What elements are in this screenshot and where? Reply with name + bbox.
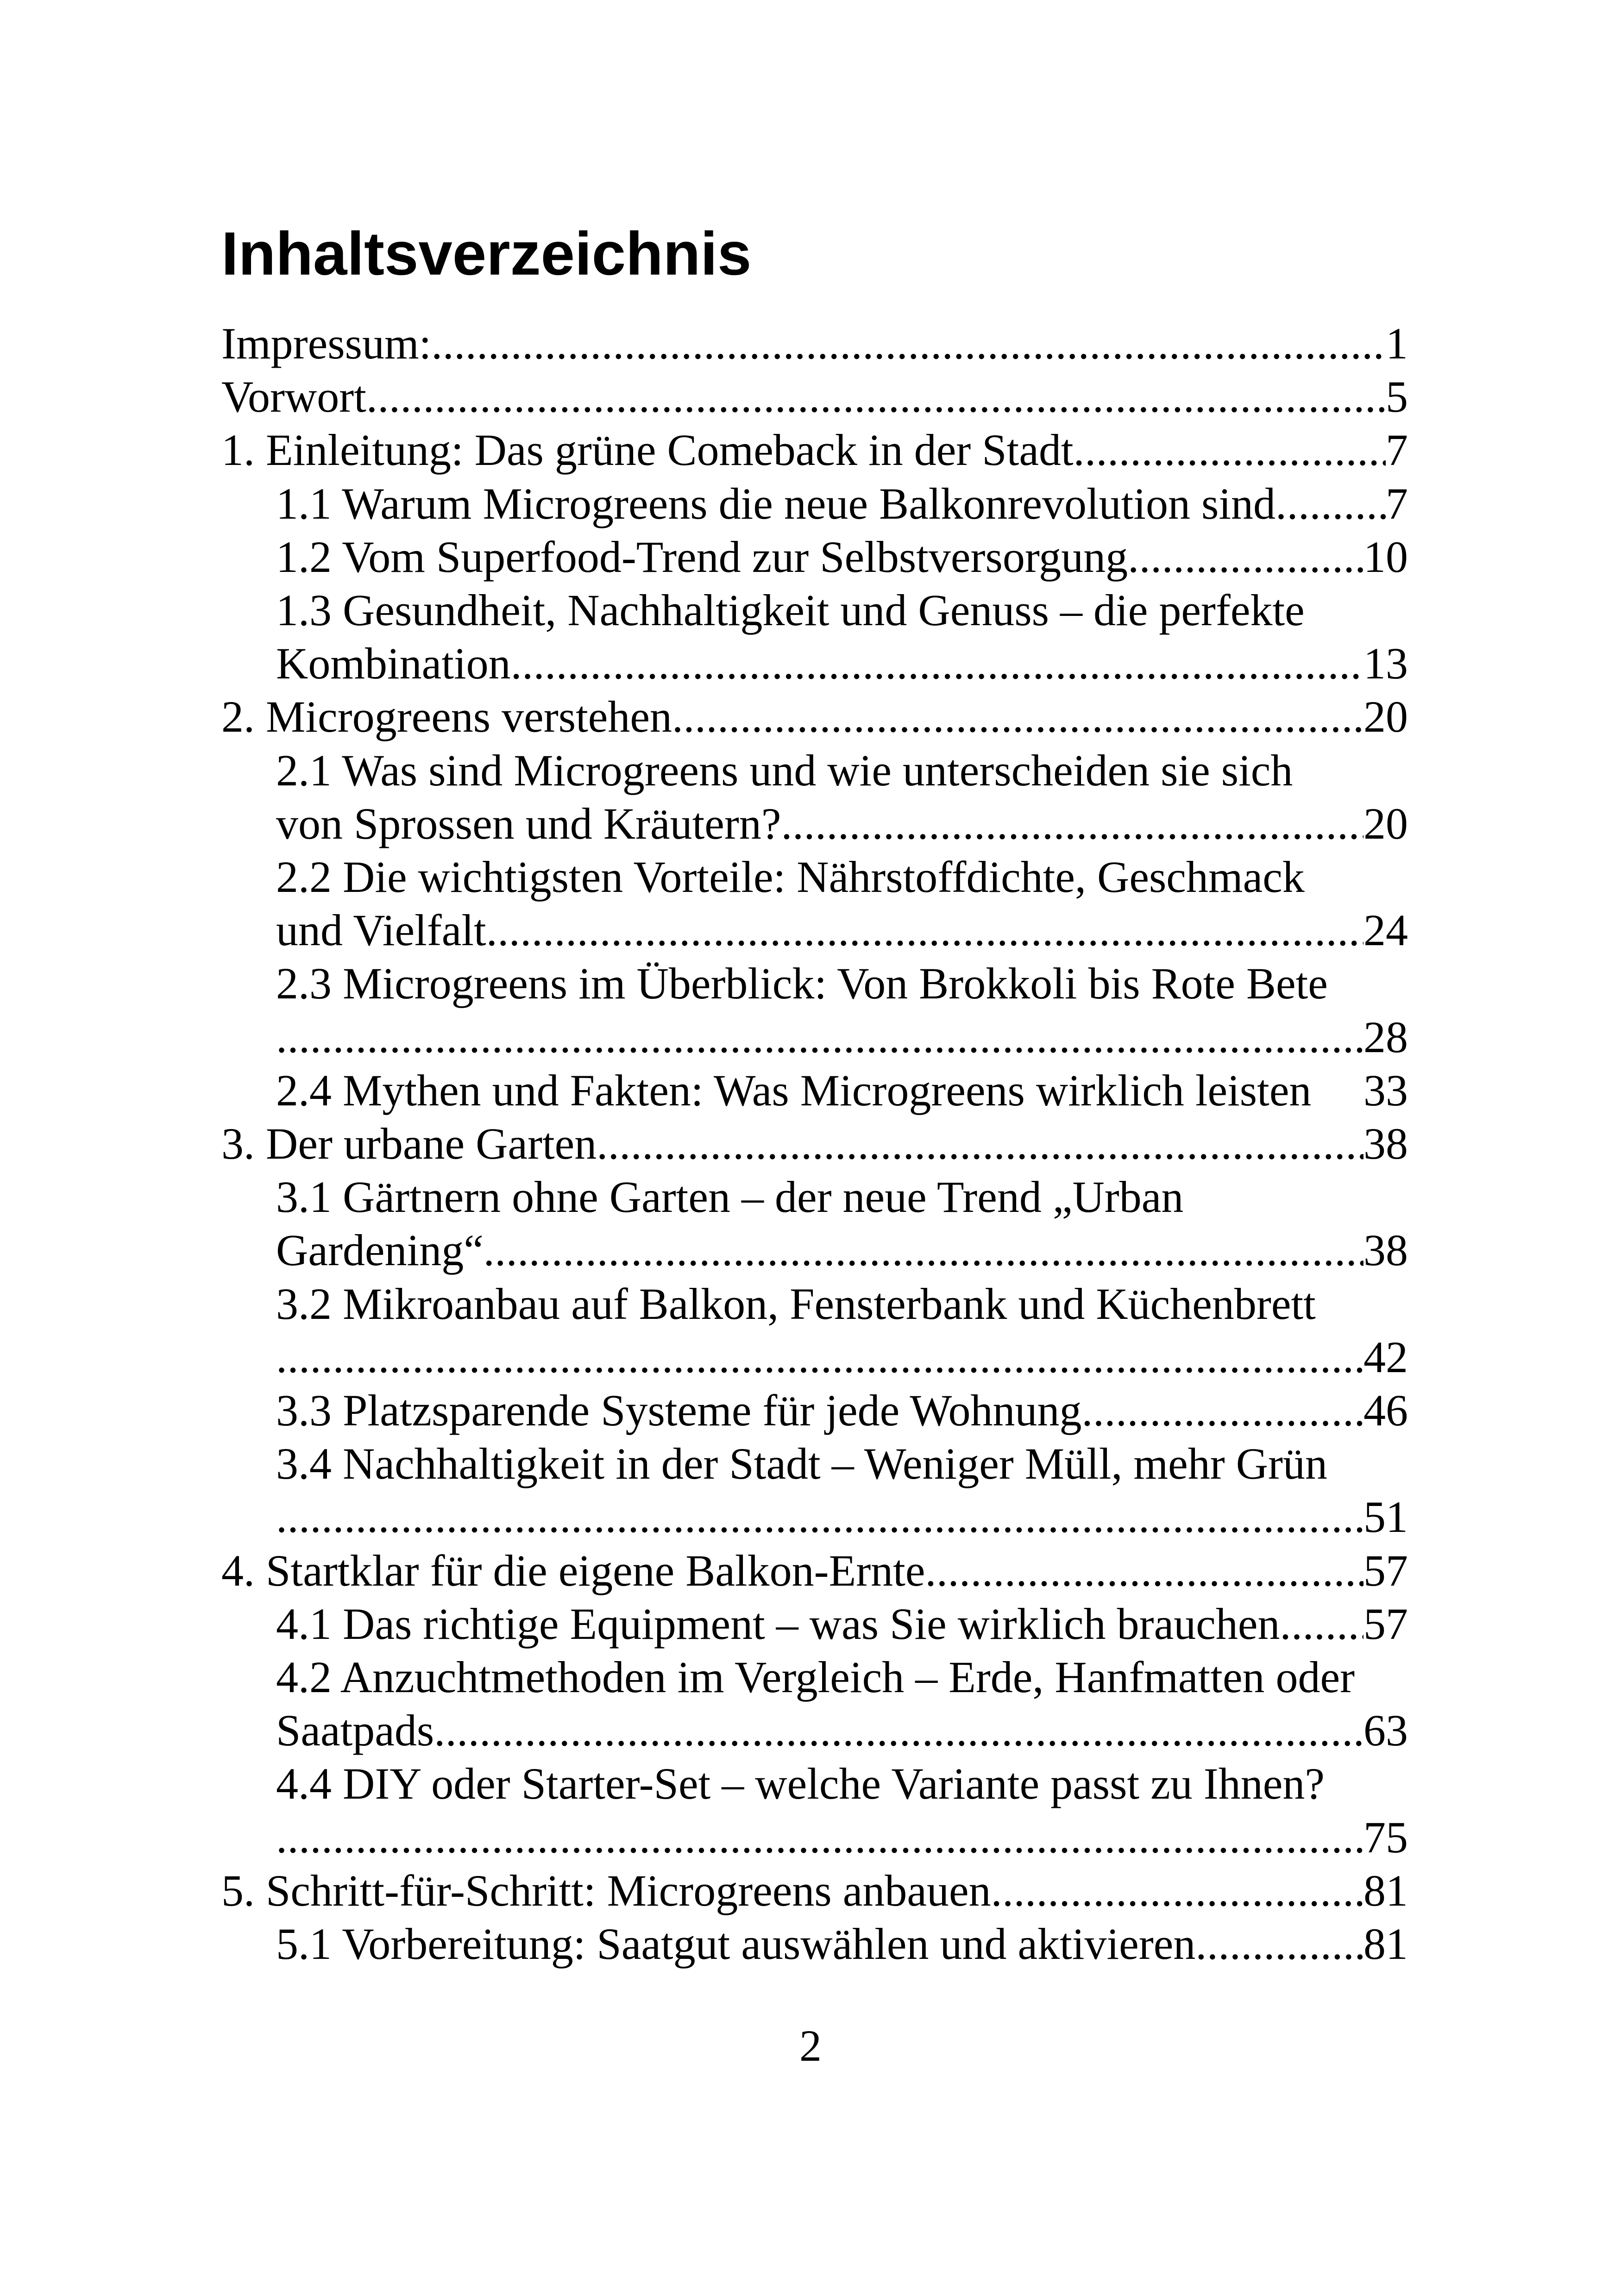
toc-entry-page-number: 5 [1386, 372, 1408, 422]
toc-entry-title: 1. Einleitung: Das grüne Comeback in der Stadt [221, 425, 1074, 475]
dot-leader [431, 317, 1386, 370]
dot-leader [991, 1864, 1363, 1917]
dot-leader [672, 690, 1363, 743]
toc-entry[interactable] [221, 1170, 1408, 1277]
toc-entry-title: von Sprossen und Kräutern? [276, 798, 781, 848]
toc-entry-row [276, 1064, 1408, 1117]
toc-entry-page-number: 33 [1363, 1065, 1408, 1115]
toc-entry-row [221, 1544, 1408, 1597]
toc-entry-page-number: 57 [1363, 1599, 1408, 1649]
page-number: 2 [799, 2021, 822, 2070]
toc-entry-row [276, 797, 1408, 850]
toc-entry-row [221, 1864, 1408, 1917]
toc-entry-page-number: 46 [1363, 1386, 1408, 1436]
toc-entry-page-number: 28 [1363, 1012, 1408, 1062]
toc-entry-title-line: 2.3 Microgreens im Überblick: Von Brokkoli bis Rote Bete [276, 959, 1328, 1009]
toc-entry-title: 3.3 Platzsparende Systeme für jede Wohnung [276, 1386, 1082, 1436]
toc-entry[interactable] [221, 423, 1408, 477]
toc-entry-title: Saatpads [276, 1706, 434, 1756]
toc-entry-row [276, 1811, 1408, 1864]
toc-entry-page-number: 38 [1363, 1119, 1408, 1169]
toc-entry-page-number: 7 [1386, 425, 1408, 475]
toc-entry-row [276, 1330, 1408, 1384]
toc-entry-title: 2. Microgreens verstehen [221, 692, 672, 742]
toc-entry-page-number: 13 [1363, 639, 1408, 689]
toc-entry-title: 1.1 Warum Microgreens die neue Balkonrevolution sind [276, 478, 1276, 528]
toc-entry[interactable] [221, 1384, 1408, 1437]
toc-entry-title: Vorwort [221, 372, 366, 422]
page-title: Inhaltsverzeichnis [221, 220, 752, 288]
toc-entry-title: 4. Startklar für die eigene Balkon-Ernte [221, 1545, 925, 1595]
toc-entry-page-number: 38 [1363, 1225, 1408, 1275]
toc-entry-page-number: 7 [1386, 478, 1408, 528]
toc-entry-page-number: 1 [1386, 319, 1408, 368]
toc-entry[interactable] [221, 1650, 1408, 1757]
dot-leader [1081, 1384, 1363, 1437]
toc-entry[interactable] [221, 530, 1408, 583]
toc-entry-row [276, 637, 1408, 690]
toc-entry[interactable] [221, 1597, 1408, 1650]
dot-leader [511, 637, 1363, 690]
toc-entry[interactable] [221, 1064, 1408, 1117]
dot-leader [781, 797, 1363, 850]
toc-entry[interactable] [221, 957, 1408, 1063]
toc-entry-title: 5. Schritt-für-Schritt: Microgreens anbauen [221, 1865, 991, 1915]
table-of-contents [221, 317, 1408, 1970]
toc-entry-title-line: 3.4 Nachhaltigkeit in der Stadt – Weniger Müll, mehr Grün [276, 1439, 1328, 1489]
toc-entry-title-line: 1.3 Gesundheit, Nachhaltigkeit und Genuss – die perfekte [276, 585, 1305, 635]
toc-entry-row [221, 690, 1408, 743]
toc-entry-row [276, 1384, 1408, 1437]
toc-entry-title-line: 3.2 Mikroanbau auf Balkon, Fensterbank und Küchenbrett [276, 1279, 1316, 1329]
toc-entry[interactable] [221, 477, 1408, 530]
toc-entry-title: 5.1 Vorbereitung: Saatgut auswählen und aktivieren [276, 1919, 1196, 1969]
toc-entry-row [221, 1117, 1408, 1170]
toc-entry[interactable] [221, 1917, 1408, 1970]
toc-entry-row [276, 1917, 1408, 1970]
toc-entry-title: 2.4 Mythen und Fakten: Was Microgreens wirklich leisten [276, 1065, 1312, 1115]
toc-entry-title-line: 2.2 Die wichtigsten Vorteile: Nährstoffdichte, Geschmack [276, 852, 1305, 902]
toc-entry[interactable] [221, 1864, 1408, 1917]
toc-entry-title-line: 2.1 Was sind Microgreens und wie unterscheiden sie sich [276, 745, 1293, 795]
toc-entry-page-number: 42 [1363, 1332, 1408, 1382]
dot-leader [276, 1490, 1363, 1543]
toc-entry-row [276, 903, 1408, 957]
toc-entry[interactable] [221, 583, 1408, 690]
toc-entry-page-number: 57 [1363, 1545, 1408, 1595]
toc-entry[interactable] [221, 317, 1408, 370]
toc-entry-row [276, 1010, 1408, 1064]
dot-leader [925, 1544, 1363, 1597]
toc-entry-row [276, 1704, 1408, 1757]
toc-entry-title: Gardening“ [276, 1225, 484, 1275]
toc-entry-row [276, 477, 1408, 530]
dot-leader [276, 1330, 1363, 1384]
toc-entry-page-number: 10 [1363, 532, 1408, 582]
dot-leader [1128, 530, 1363, 583]
dot-leader [434, 1704, 1363, 1757]
toc-entry-row [221, 370, 1408, 423]
toc-entry-title-line: 3.1 Gärtnern ohne Garten – der neue Trend „Urban [276, 1172, 1184, 1222]
toc-entry-page-number: 63 [1363, 1706, 1408, 1756]
toc-entry[interactable] [221, 1277, 1408, 1384]
dot-leader [486, 903, 1363, 957]
toc-entry-row [276, 1597, 1408, 1650]
toc-entry-title: 1.2 Vom Superfood-Trend zur Selbstversorgung [276, 532, 1128, 582]
toc-entry-page-number: 81 [1363, 1919, 1408, 1969]
toc-entry-row [221, 423, 1408, 477]
toc-entry[interactable] [221, 1544, 1408, 1597]
toc-entry[interactable] [221, 370, 1408, 423]
toc-entry-page-number: 20 [1363, 692, 1408, 742]
toc-entry-row [276, 530, 1408, 583]
toc-entry-title: Kombination [276, 639, 511, 689]
toc-entry[interactable] [221, 850, 1408, 957]
dot-leader [366, 370, 1386, 423]
toc-entry[interactable] [221, 744, 1408, 850]
toc-entry[interactable] [221, 690, 1408, 743]
toc-entry-row [221, 317, 1408, 370]
dot-leader [276, 1811, 1363, 1864]
dot-leader [1275, 477, 1386, 530]
dot-leader [1280, 1597, 1363, 1650]
toc-entry-page-number: 75 [1363, 1812, 1408, 1862]
toc-entry-page-number: 20 [1363, 798, 1408, 848]
toc-entry[interactable] [221, 1757, 1408, 1863]
dot-leader [1074, 423, 1386, 477]
dot-leader [484, 1223, 1363, 1277]
dot-leader [597, 1117, 1363, 1170]
dot-leader [1195, 1917, 1363, 1970]
toc-entry-row [276, 1490, 1408, 1543]
toc-entry-title: 3. Der urbane Garten [221, 1119, 597, 1169]
toc-entry[interactable] [221, 1117, 1408, 1170]
toc-entry-title: und Vielfalt [276, 905, 486, 955]
toc-entry-title: Impressum: [221, 319, 432, 368]
dot-leader [276, 1010, 1363, 1064]
toc-entry-title-line: 4.2 Anzuchtmethoden im Vergleich – Erde, Hanfmatten oder [276, 1652, 1355, 1702]
toc-entry-page-number: 51 [1363, 1492, 1408, 1542]
toc-entry-page-number: 81 [1363, 1865, 1408, 1915]
toc-entry-title: 4.1 Das richtige Equipment – was Sie wirklich brauchen [276, 1599, 1280, 1649]
toc-entry-row [276, 1223, 1408, 1277]
toc-entry-page-number: 24 [1363, 905, 1408, 955]
toc-entry-title-line: 4.4 DIY oder Starter-Set – welche Variante passt zu Ihnen? [276, 1759, 1325, 1809]
toc-entry[interactable] [221, 1437, 1408, 1543]
